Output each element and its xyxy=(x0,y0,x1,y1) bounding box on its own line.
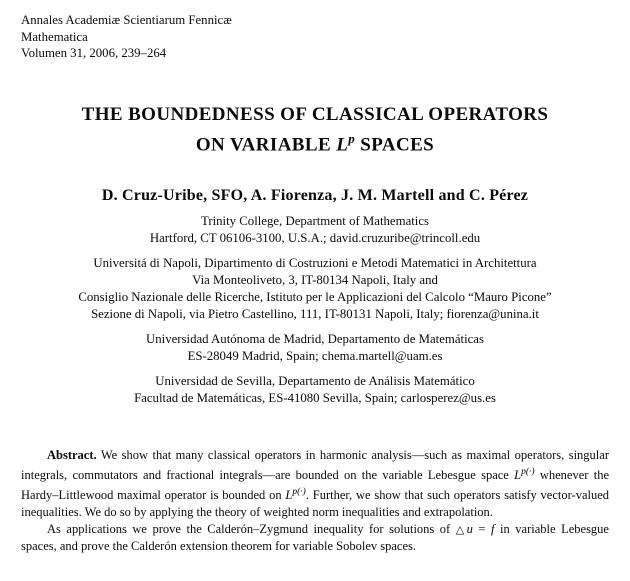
title-line-2-end: SPACES xyxy=(355,134,435,156)
journal-header xyxy=(21,12,609,62)
title-math-L: L xyxy=(336,134,349,156)
abstract-text-segment: . Further, we show that such operators satisfy vector-valued inequalities. We do so by applying the theory of weighted norm inequalities and extrapolation. xyxy=(21,488,610,520)
affiliation-line: ES-28049 Madrid, Spain; chema.martell@uam.es xyxy=(187,349,443,364)
math-equals: = xyxy=(472,522,492,537)
math-Lp-superscript: p(·) xyxy=(521,467,535,478)
math-f: f xyxy=(491,522,495,537)
journal-name: Annales Academiæ Scientiarum Fennicæ xyxy=(21,13,232,27)
title-math-p-superscript: p xyxy=(348,130,356,146)
affiliation-line: Via Monteoliveto, 3, IT-80134 Napoli, Italy and xyxy=(192,273,438,288)
math-Lp-base: L xyxy=(514,468,522,483)
journal-volume-info: Volumen 31, 2006, 239–264 xyxy=(21,46,167,61)
abstract-text-segment: whenever the Hardy–Littlewood maximal operator is bounded on xyxy=(21,468,609,503)
affiliation-line: Universitá di Napoli, Dipartimento di Costruzioni e Metodi Matematici in Architettura xyxy=(93,256,537,271)
affiliation-napoli xyxy=(21,255,609,323)
abstract-text-segment: As applications we prove the Calderón–Zygmund inequality for solutions of xyxy=(47,522,456,537)
affiliation-line: Universidad Autónoma de Madrid, Departamento de Matemáticas xyxy=(146,332,484,347)
affiliation-line: Sezione di Napoli, via Pietro Castellino, 111, IT-80131 Napoli, Italy; fiorenza@unina.it xyxy=(91,307,539,322)
authors-line: D. Cruz-Uribe, SFO, A. Fiorenza, J. M. Martell and C. Pérez xyxy=(101,187,529,205)
journal-series: Mathematica xyxy=(21,29,88,44)
math-Lp-superscript: p(·) xyxy=(292,487,306,498)
abstract-text-segment: in variable Lebesgue spaces, and prove the Calderón extension theorem for variable Sobolev spaces. xyxy=(21,522,609,554)
affiliation-line: Consiglio Nazionale delle Ricerche, Istituto per le Applicazioni del Calcolo “Mauro Picone” xyxy=(78,290,552,305)
affiliation-line: Trinity College, Department of Mathematics xyxy=(200,214,430,229)
affiliation-madrid xyxy=(21,331,609,365)
affiliation-trinity xyxy=(21,213,609,247)
title-line-2-text: ON VARIABLE xyxy=(195,134,337,156)
abstract-section xyxy=(21,447,609,555)
affiliation-line: Facultad de Matemáticas, ES-41080 Sevilla, Spain; carlosperez@us.es xyxy=(134,391,496,406)
laplacian-triangle-symbol: △ xyxy=(455,523,467,537)
title-line-1: THE BOUNDEDNESS OF CLASSICAL OPERATORS xyxy=(81,103,549,125)
abstract-paragraph-2 xyxy=(21,521,609,555)
affiliation-line: Universidad de Sevilla, Departamento de Análisis Matemático xyxy=(155,374,475,389)
abstract-text-segment: We show that many classical operators in harmonic analysis—such as maximal operators, singular integrals, commutators and fractional integrals—are bounded on the variable Lebesgue space xyxy=(21,448,609,483)
math-Lp-base: L xyxy=(285,488,293,503)
abstract-paragraph-1 xyxy=(21,447,609,521)
math-u: u xyxy=(466,522,473,537)
abstract-label: Abstract. xyxy=(47,448,97,463)
paper-title xyxy=(21,103,609,157)
affiliation-line: Hartford, CT 06106-3100, U.S.A.; david.cruzuribe@trincoll.edu xyxy=(149,231,481,246)
affiliation-sevilla xyxy=(21,373,609,407)
